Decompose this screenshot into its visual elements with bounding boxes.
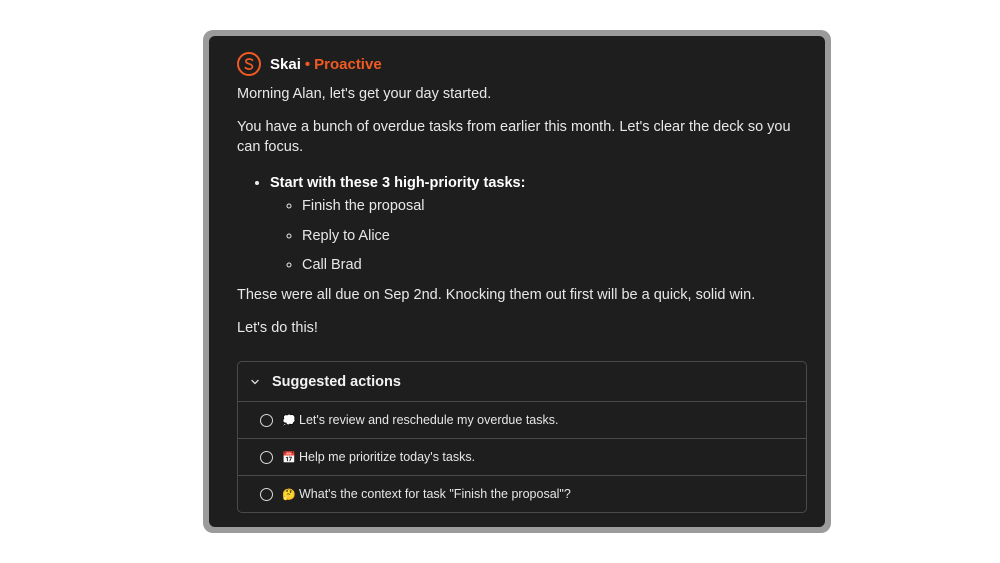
due-note-text: These were all due on Sep 2nd. Knocking them out first will be a quick, solid win. [237,287,756,303]
suggested-action-option[interactable] [238,402,806,439]
assistant-header [237,51,804,77]
suggested-action-option[interactable] [238,439,806,476]
calendar-icon: 📅 [282,451,296,464]
intro-text: You have a bunch of overdue tasks from earlier this month. Let's clear the deck so you can focus. [237,119,791,155]
suggested-action-text: What's the context for task "Finish the proposal"? [299,487,571,501]
suggested-action-text: Help me prioritize today's tasks. [299,450,476,464]
assistant-name: Skai [270,55,301,73]
suggested-actions-title: Suggested actions [272,373,401,390]
radio-button[interactable] [260,488,273,501]
suggested-action-text: Let's review and reschedule my overdue tasks. [299,413,559,427]
suggested-actions-panel [237,361,807,513]
skai-logo-icon [237,52,261,76]
thought-bubble-icon: 💭 [282,414,296,427]
radio-button[interactable] [260,414,273,427]
task-item: ◦ Finish the proposal [302,196,804,216]
suggested-actions-toggle[interactable] [238,362,806,402]
list-lead-text: Start with these 3 high-priority tasks: [270,175,526,191]
thinking-face-icon: 🤔 [282,488,296,501]
chevron-down-icon [250,377,260,387]
task-list [270,196,804,275]
suggested-action-option[interactable] [238,476,806,512]
task-item: ◦ Call Brad [302,255,804,275]
header-separator: • [304,55,311,73]
greeting-text: Morning Alan, let's get your day started. [237,86,492,102]
list-item [270,173,804,275]
chat-panel [209,36,825,527]
radio-button[interactable] [260,451,273,464]
assistant-mode-label: Proactive [314,55,382,73]
priority-list [237,173,804,275]
closing-text: Let's do this! [237,320,318,336]
task-item: ◦ Reply to Alice [302,226,804,246]
window-frame [203,30,831,533]
